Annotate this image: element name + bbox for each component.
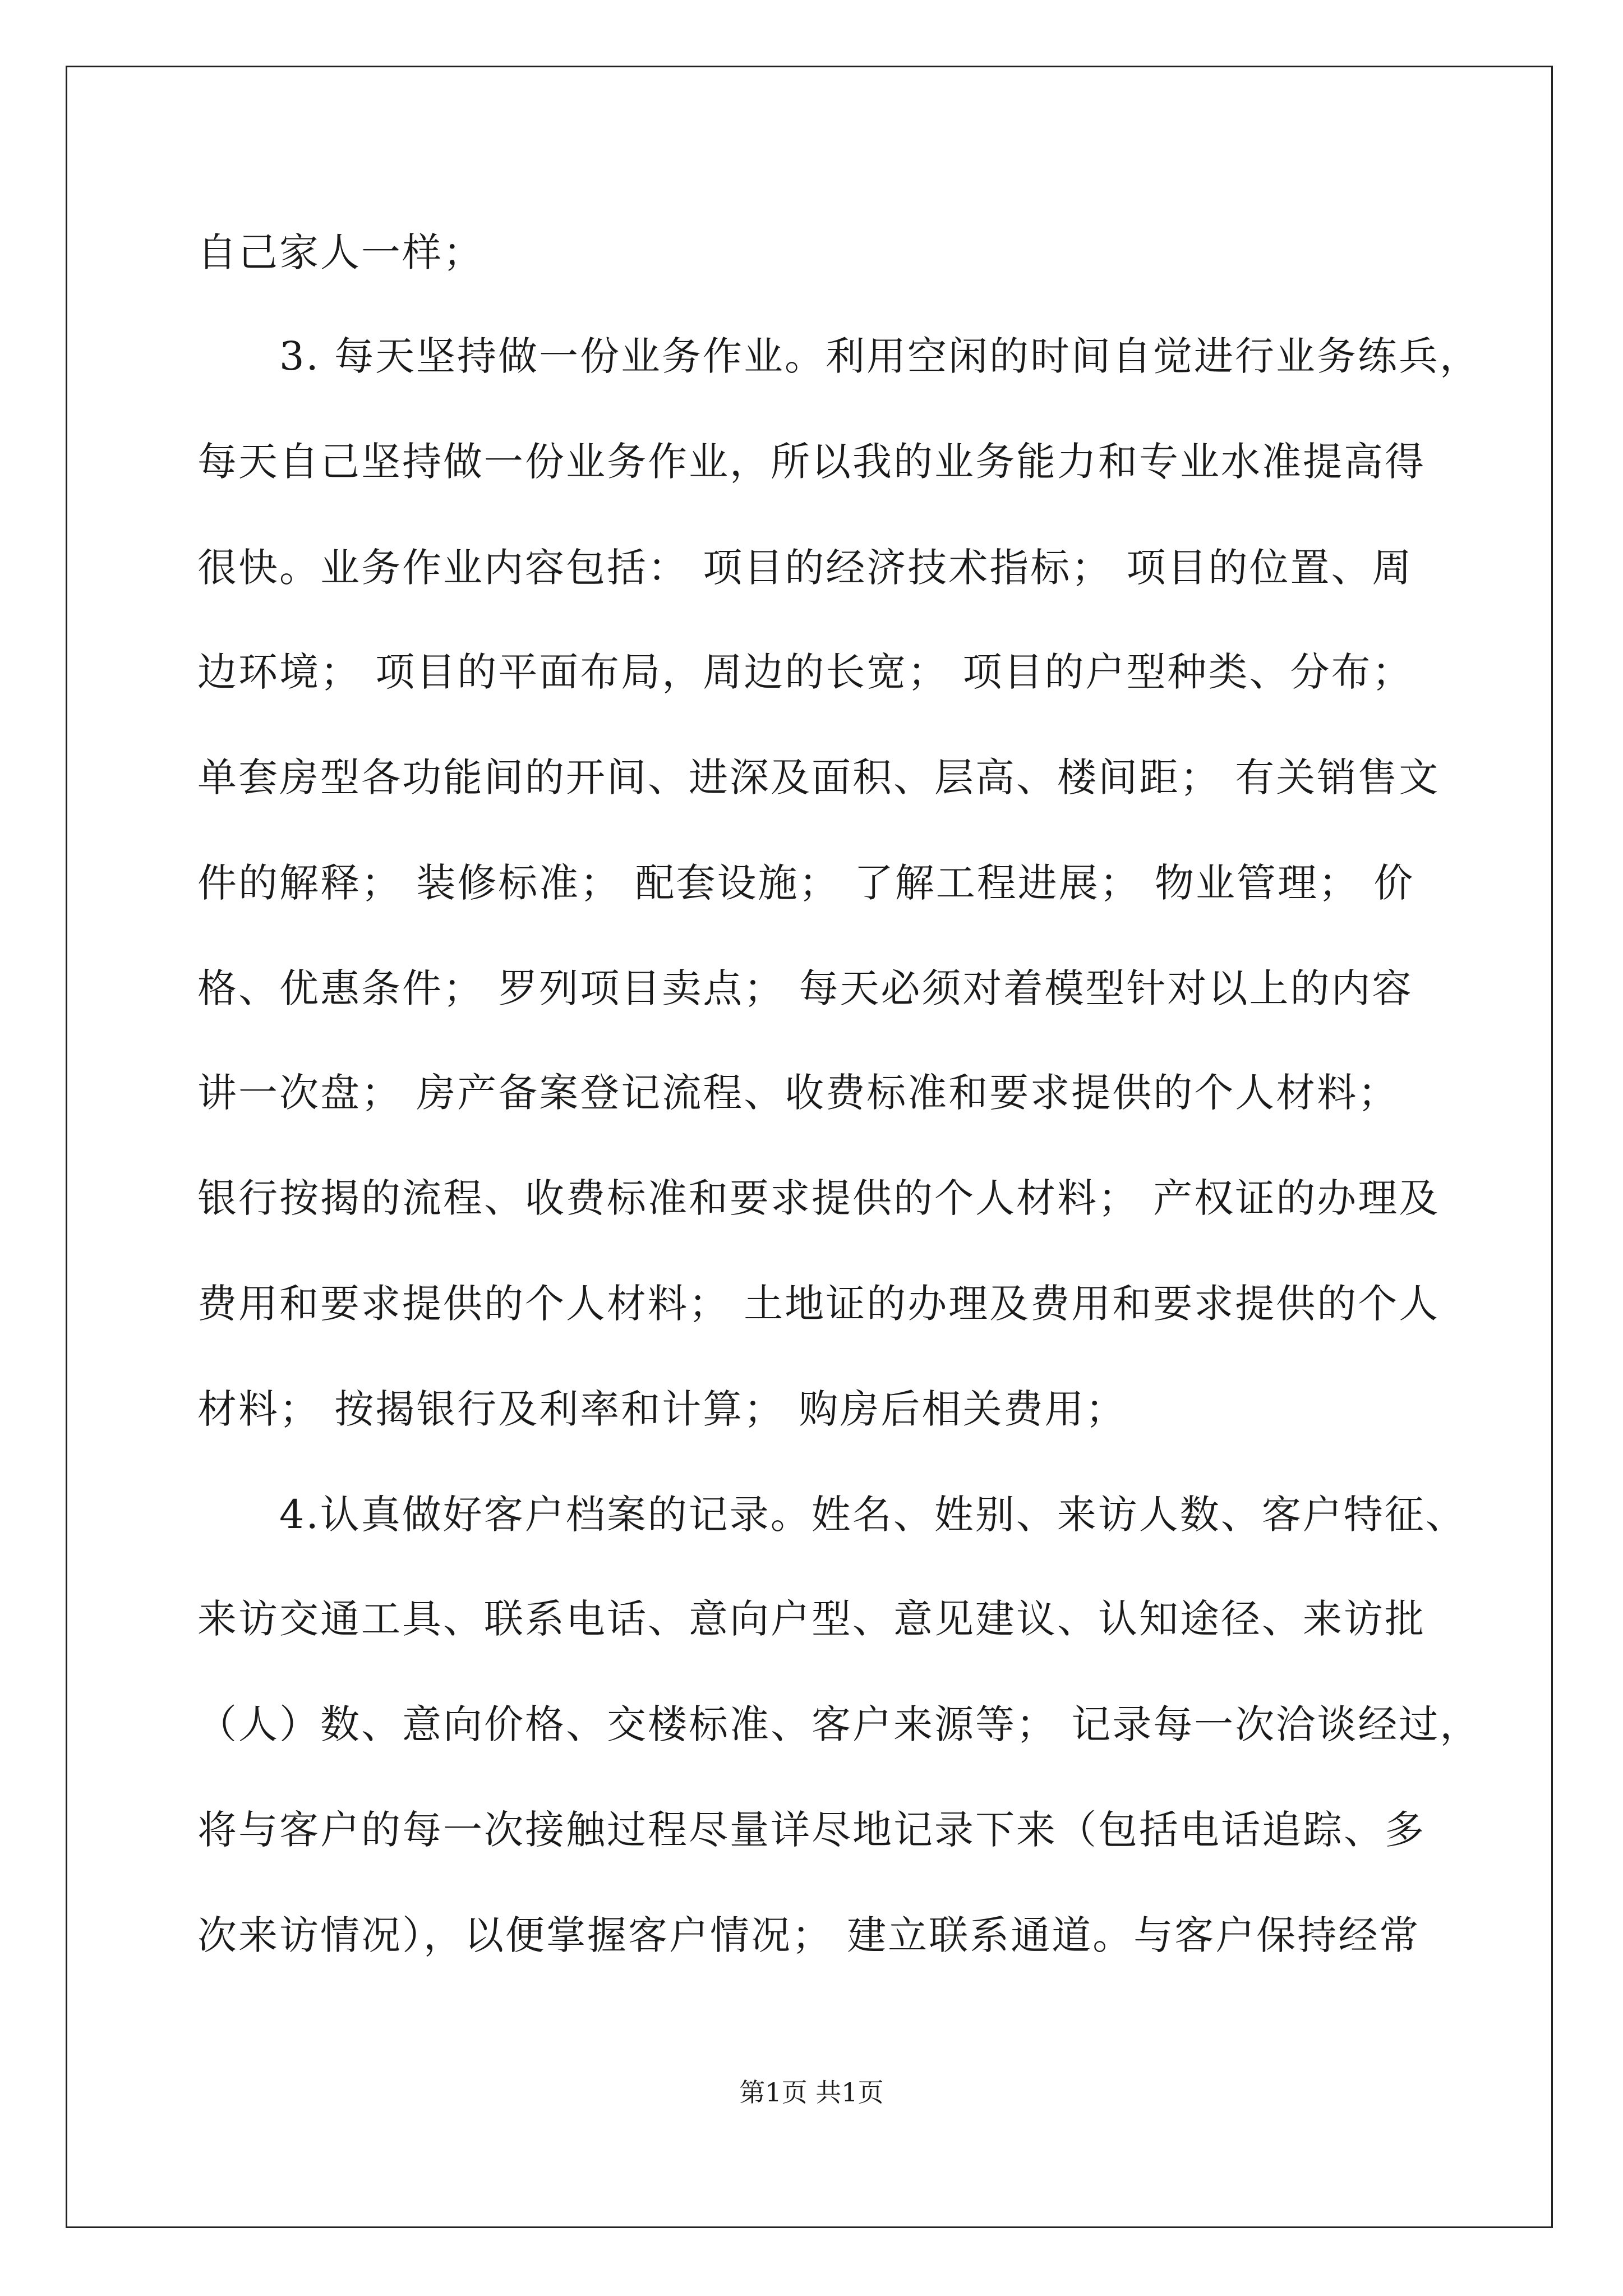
page-footer: 第1页 共1页 [739, 2077, 884, 2108]
text-line: 银行按揭的流程、收费标准和要求提供的个人材料； 产权证的办理及 [197, 1175, 1440, 1221]
text-line: 边环境； 项目的平面布局，周边的长宽； 项目的户型种类、分布； [197, 649, 1413, 695]
text-line: 件的解释； 装修标准； 配套设施； 了解工程进展； 物业管理； 价 [197, 860, 1415, 906]
text-line: 自己家人一样； [197, 229, 484, 275]
text-line: 4.认真做好客户档案的记录。姓名、姓别、来访人数、客户特征、 [197, 1492, 1467, 1538]
document-body [197, 0, 1487, 2296]
text-line: 格、优惠条件； 罗列项目卖点； 每天必须对着模型针对以上的内容 [197, 965, 1413, 1011]
text-line: 次来访情况），以便掌握客户情况； 建立联系通道。与客户保持经常 [197, 1912, 1421, 1958]
text-line: 讲一次盘； 房产备案登记流程、收费标准和要求提供的个人材料； [197, 1070, 1399, 1116]
text-line: 每天自己坚持做一份业务作业，所以我的业务能力和专业水准提高得 [197, 439, 1426, 485]
text-line: 来访交通工具、联系电话、意向户型、意见建议、认知途径、来访批 [197, 1596, 1426, 1642]
text-line: 材料； 按揭银行及利率和计算； 购房后相关费用； [197, 1386, 1127, 1432]
text-line: （人）数、意向价格、交楼标准、客户来源等； 记录每一次洽谈经过， [197, 1701, 1481, 1747]
text-line: 单套房型各功能间的开间、进深及面积、层高、楼间距； 有关销售文 [197, 754, 1440, 800]
text-line: 3. 每天坚持做一份业务作业。利用空闲的时间自觉进行业务练兵， [197, 333, 1481, 379]
text-line: 将与客户的每一次接触过程尽量详尽地记录下来（包括电话追踪、多 [197, 1807, 1426, 1853]
text-line: 很快。业务作业内容包括： 项目的经济技术指标； 项目的位置、周 [197, 545, 1413, 591]
text-line: 费用和要求提供的个人材料； 土地证的办理及费用和要求提供的个人 [197, 1281, 1440, 1327]
